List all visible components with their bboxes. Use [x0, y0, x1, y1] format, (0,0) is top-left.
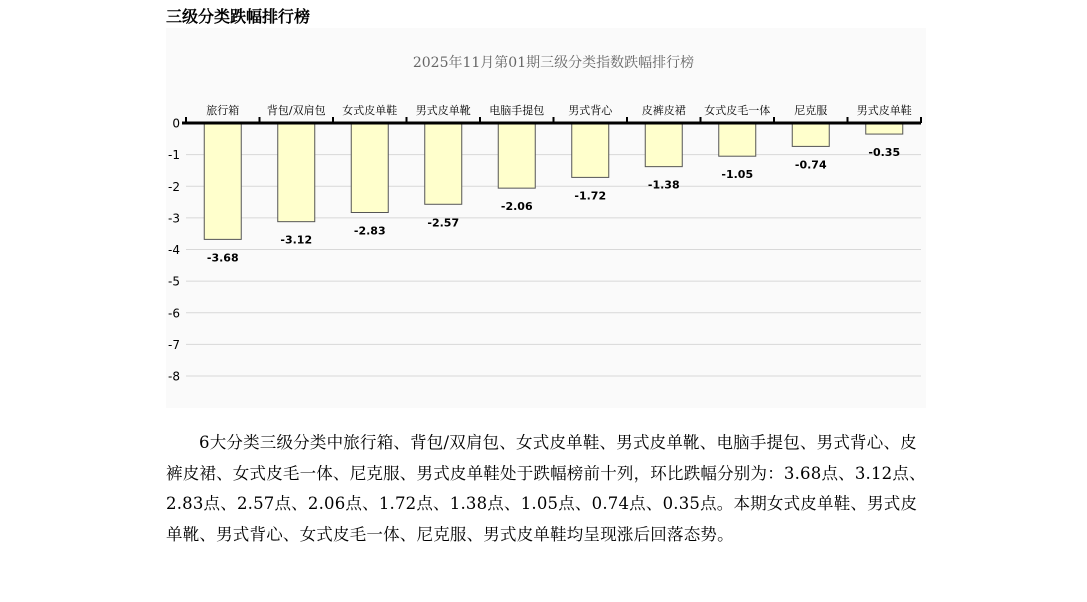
- bar: [278, 123, 315, 222]
- data-label: -0.35: [868, 146, 901, 160]
- y-tick-label: -8: [168, 369, 180, 384]
- chart-svg: [166, 28, 926, 408]
- y-tick-label: -4: [168, 243, 180, 257]
- bar: [425, 123, 462, 204]
- category-label: 尼克服: [794, 104, 828, 117]
- category-label: 男式皮单鞋: [856, 104, 912, 117]
- category-label: 电脑手提包: [489, 104, 545, 117]
- summary-paragraph: 6大分类三级分类中旅行箱、背包/双肩包、女式皮单鞋、男式皮单靴、电脑手提包、男式背心、皮裤皮裙、女式皮毛一体、尼克服、男式皮单鞋处于跌幅榜前十列，环比跌幅分别为：3.68点、3.12点、2.83点、2.57点、2.06点、1.72点、1.38点、1.05点、0.74点、0.35点。本期女式皮单鞋、男式皮单靴、男式背心、女式皮毛一体、尼克服、男式皮单鞋均呈现涨后回落态势。: [166, 433, 926, 544]
- bar: [792, 123, 829, 146]
- section-heading: 三级分类跌幅排行榜: [166, 7, 311, 26]
- data-label: -3.12: [280, 233, 313, 247]
- data-label: -1.05: [721, 168, 754, 182]
- data-label: -1.72: [574, 189, 607, 203]
- bar: [572, 123, 609, 177]
- y-tick-label: -7: [168, 337, 180, 352]
- bar: [351, 123, 388, 212]
- category-label: 女式皮单鞋: [342, 104, 398, 117]
- bar: [719, 123, 756, 156]
- bar: [498, 123, 535, 188]
- data-label: -2.83: [353, 224, 386, 238]
- chart-title: 2025年11月第01期三级分类指数跌幅排行榜: [412, 55, 695, 71]
- data-label: -2.06: [500, 200, 533, 214]
- data-label: -2.57: [427, 216, 460, 230]
- y-tick-label: 0: [172, 116, 180, 131]
- category-label: 背包/双肩包: [266, 104, 326, 117]
- y-tick-label: -2: [168, 179, 180, 194]
- bar-chart: [166, 28, 926, 408]
- category-label: 男式皮单靴: [415, 104, 471, 117]
- category-label: 女式皮毛一体: [704, 104, 771, 117]
- bar: [645, 123, 682, 167]
- y-tick-label: -6: [168, 306, 180, 321]
- category-label: 旅行箱: [206, 104, 240, 117]
- data-label: -3.68: [206, 251, 239, 265]
- category-label: 皮裤皮裙: [641, 104, 686, 117]
- data-label: -1.38: [647, 178, 680, 192]
- y-tick-label: -3: [168, 211, 180, 226]
- category-label: 男式背心: [568, 104, 613, 117]
- y-tick-label: -1: [168, 148, 180, 163]
- bar: [204, 123, 241, 239]
- y-tick-label: -5: [168, 274, 180, 289]
- bar: [866, 123, 903, 134]
- data-label: -0.74: [794, 158, 827, 172]
